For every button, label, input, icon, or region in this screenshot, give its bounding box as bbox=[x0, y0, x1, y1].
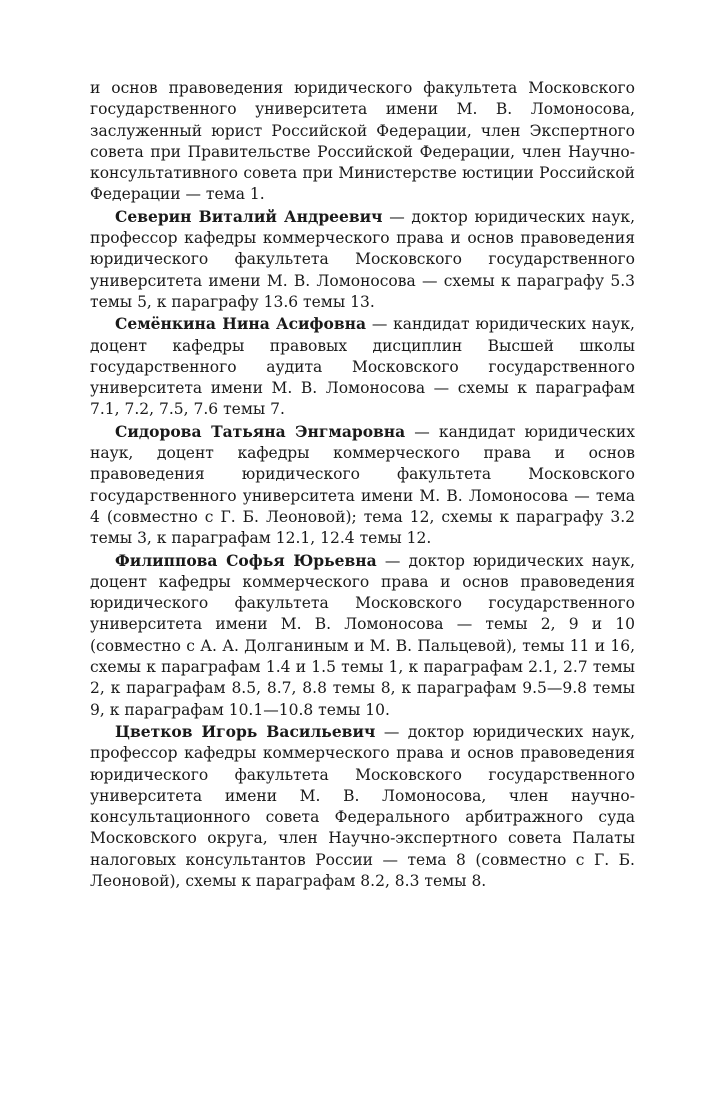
document-page bbox=[90, 78, 635, 892]
author-description: — доктор юридических наук, доцент кафедры коммерческого права и основ правоведения юридического факультета Московского государственного университета имени М. В. Ломоносова — темы 2, 9 и 10 (совместно с А. А. Долганиным и М. В. Пальцевой), темы 11 и 16, схемы к параграфам 1.4 и 1.5 темы 1, к параграфам 2.1, 2.7 темы 2, к параграфам 8.5, 8.7, 8.8 темы 8, к параграфам 9.5—9.8 темы 9, к параграфам 10.1—10.8 темы 10. bbox=[90, 551, 636, 719]
author-entry-tsvetkov bbox=[90, 721, 635, 892]
author-name: Северин Виталий Андреевич bbox=[115, 206, 383, 226]
author-description: — доктор юридических наук, профессор кафедры коммерческого права и основ правоведения юридического факультета Московского государственного университета имени М. В. Ломоносова — схемы к параграфу 5.3 темы 5, к параграфу 13.6 темы 13. bbox=[90, 207, 635, 311]
author-name: Цветков Игорь Васильевич bbox=[115, 721, 376, 741]
author-entry-semenkina bbox=[90, 313, 635, 420]
author-entry-sidorova bbox=[90, 421, 635, 550]
author-description: — доктор юридических наук, профессор кафедры коммерческого права и основ правоведения юридического факультета Московского государственного университета имени М. В. Ломоносова, член научно-консультационного совета Федерального арбитражного суда Московского округа, член Научно-экспертного совета Палаты налоговых консультантов России — тема 8 (совместно с Г. Б. Леоновой), схемы к параграфам 8.2, 8.3 темы 8. bbox=[90, 722, 636, 890]
author-entry-filippova bbox=[90, 550, 635, 721]
author-name: Сидорова Татьяна Энгмаровна bbox=[115, 421, 406, 441]
paragraph-continuation bbox=[90, 78, 635, 206]
author-entry-severin bbox=[90, 206, 635, 313]
author-description: — кандидат юридических наук, доцент кафедры правовых дисциплин Высшей школы государственного аудита Московского государственного университета имени М. В. Ломоносова — схемы к параграфам 7.1, 7.2, 7.5, 7.6 темы 7. bbox=[90, 315, 635, 419]
paragraph-text: и основ правоведения юридического факультета Московского государственного университета имени М. В. Ломоносова, заслуженный юрист Российской Федерации, член Экспертного совета при Правительстве Российской Федерации, член Научно-консультативного совета при Министерстве юстиции Российской Федерации — тема 1. bbox=[90, 79, 635, 204]
author-name: Филиппова Софья Юрьевна bbox=[115, 550, 377, 570]
author-name: Семёнкина Нина Асифовна bbox=[115, 314, 367, 334]
author-description: — кандидат юридических наук, доцент кафедры коммерческого права и основ правоведения юридического факультета Московского государственного университета имени М. В. Ломоносова — тема 4 (совместно с Г. Б. Леоновой); тема 12, схемы к параграфу 3.2 темы 3, к параграфам 12.1, 12.4 темы 12. bbox=[90, 422, 635, 548]
